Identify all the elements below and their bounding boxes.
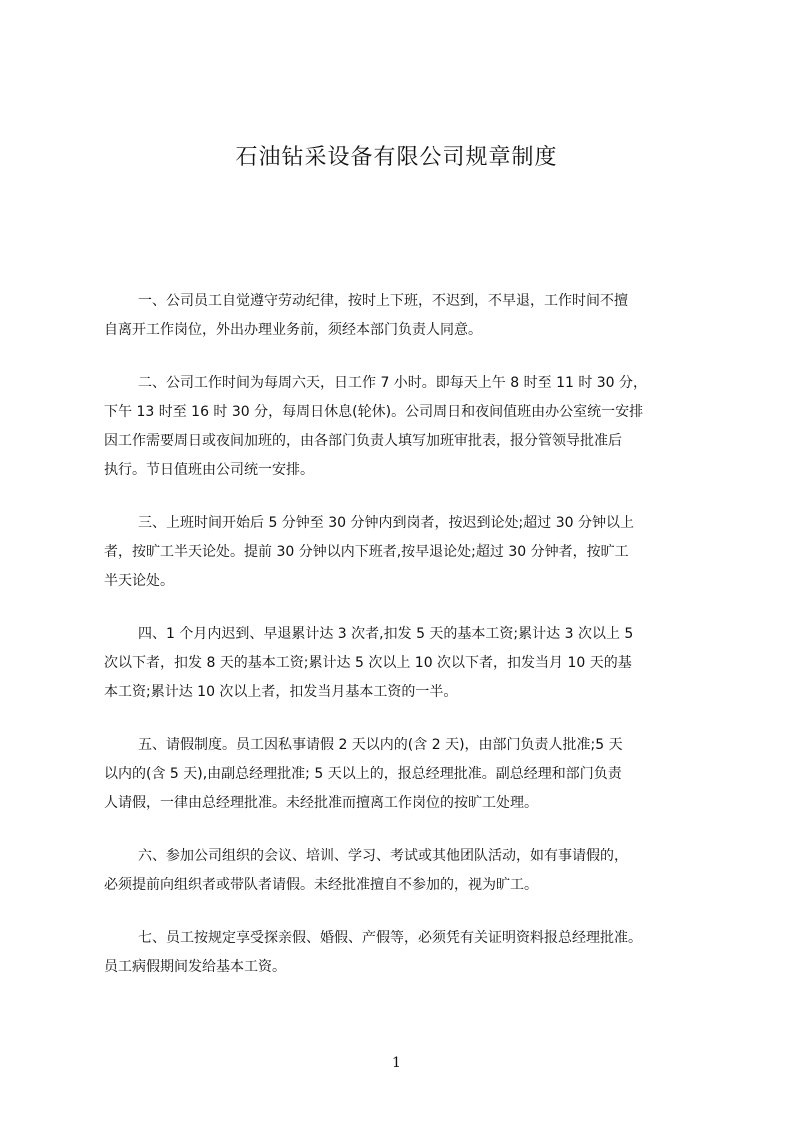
regulation-paragraph-3 xyxy=(104,509,698,596)
paragraph-line: 本工资;累计达 10 次以上者，扣发当月基本工资的一半。 xyxy=(104,684,458,700)
paragraph-line: 四、1 个月内迟到、早退累计达 3 次者,扣发 5 天的基本工资;累计达 3 次以上 5 xyxy=(138,626,634,642)
paragraph-line: 二、公司工作时间为每周六天，日工作 7 小时。即每天上午 8 时至 11 时 30 分， xyxy=(138,375,648,391)
paragraph-line: 执行。节日值班由公司统一安排。 xyxy=(104,462,314,478)
paragraph-line: 员工病假期间发给基本工资。 xyxy=(104,959,286,975)
paragraph-line: 五、请假制度。员工因私事请假 2 天以内的(含 2 天)，由部门负责人批准;5 天 xyxy=(138,737,623,753)
document-title: 石油钻采设备有限公司规章制度 xyxy=(235,145,558,170)
regulation-paragraph-4 xyxy=(104,620,698,707)
paragraph-line: 自离开工作岗位，外出办理业务前，须经本部门负责人同意。 xyxy=(104,322,482,338)
regulation-paragraph-2 xyxy=(104,369,698,485)
paragraph-line: 六、参加公司组织的会议、培训、学习、考试或其他团队活动，如有事请假的， xyxy=(138,848,628,864)
paragraph-line: 下午 13 时至 16 时 30 分，每周日休息(轮休)。公司周日和夜间值班由办公室统一安排 xyxy=(104,404,644,420)
paragraph-line: 一、公司员工自觉遵守劳动纪律，按时上下班，不迟到，不早退，工作时间不擅 xyxy=(138,293,628,309)
paragraph-line: 三、上班时间开始后 5 分钟至 30 分钟内到岗者，按迟到论处;超过 30 分钟以上 xyxy=(138,515,634,531)
regulation-paragraph-7 xyxy=(104,924,698,982)
paragraph-line: 次以下者，扣发 8 天的基本工资;累计达 5 次以上 10 次以下者，扣发当月 10 天的基 xyxy=(104,655,632,671)
paragraph-line: 以内的(含 5 天),由副总经理批准; 5 天以上的，报总经理批准。副总经理和部门负责 xyxy=(104,766,622,782)
regulation-paragraph-1 xyxy=(104,287,698,345)
paragraph-line: 因工作需要周日或夜间加班的，由各部门负责人填写加班审批表，报分管领导批准后 xyxy=(104,433,622,449)
page-number: 1 xyxy=(392,1055,401,1071)
regulation-paragraph-5 xyxy=(104,731,698,818)
paragraph-line: 半天论处。 xyxy=(104,573,174,589)
paragraph-line: 必须提前向组织者或带队者请假。未经批准擅自不参加的，视为旷工。 xyxy=(104,877,538,893)
regulations-body xyxy=(104,287,698,1006)
paragraph-line: 七、员工按规定享受探亲假、婚假、产假等，必须凭有关证明资料报总经理批准。 xyxy=(138,930,642,946)
paragraph-line: 人请假，一律由总经理批准。未经批准而擅离工作岗位的按旷工处理。 xyxy=(104,795,538,811)
regulation-paragraph-6 xyxy=(104,842,698,900)
paragraph-line: 者，按旷工半天论处。提前 30 分钟以内下班者,按早退论处;超过 30 分钟者，按旷工 xyxy=(104,544,629,560)
